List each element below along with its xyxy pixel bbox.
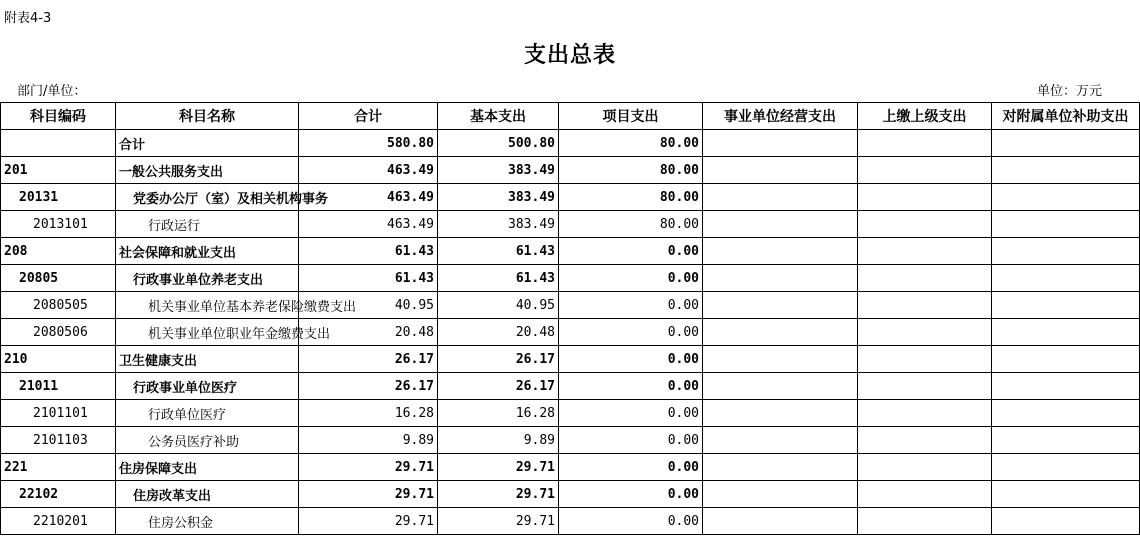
header-total: 合计 [299, 103, 438, 130]
row-remit [858, 292, 992, 319]
header-business-expenditure: 事业单位经营支出 [703, 103, 858, 130]
table-row [1, 508, 1140, 535]
row-project: 0.00 [559, 346, 703, 373]
row-project: 0.00 [559, 319, 703, 346]
row-business [703, 427, 858, 454]
row-name: 行政事业单位医疗 [116, 373, 299, 400]
header-subject-name: 科目名称 [116, 103, 299, 130]
row-code [1, 130, 116, 157]
row-name: 行政运行 [116, 211, 299, 238]
row-basic: 20.48 [438, 319, 559, 346]
row-business [703, 373, 858, 400]
table-row [1, 346, 1140, 373]
row-basic: 16.28 [438, 400, 559, 427]
row-total: 20.48 [299, 319, 438, 346]
row-subsidy [992, 292, 1140, 319]
row-remit [858, 400, 992, 427]
row-business [703, 508, 858, 535]
row-total: 463.49 [299, 211, 438, 238]
header-project-expenditure: 项目支出 [559, 103, 703, 130]
row-code: 2080505 [1, 292, 116, 319]
row-business [703, 319, 858, 346]
table-row [1, 292, 1140, 319]
row-basic: 29.71 [438, 454, 559, 481]
row-subsidy [992, 373, 1140, 400]
row-total: 29.71 [299, 508, 438, 535]
table-row [1, 373, 1140, 400]
table-header-row [1, 103, 1140, 130]
row-name: 一般公共服务支出 [116, 157, 299, 184]
row-total: 61.43 [299, 265, 438, 292]
row-code: 20131 [1, 184, 116, 211]
expenditure-table [0, 102, 1140, 535]
row-business [703, 130, 858, 157]
row-name: 住房保障支出 [116, 454, 299, 481]
row-code: 2013101 [1, 211, 116, 238]
row-total: 463.49 [299, 184, 438, 211]
table-row [1, 184, 1140, 211]
table-row [1, 211, 1140, 238]
row-name: 公务员医疗补助 [116, 427, 299, 454]
row-project: 0.00 [559, 373, 703, 400]
row-basic: 26.17 [438, 373, 559, 400]
row-subsidy [992, 184, 1140, 211]
row-total: 29.71 [299, 481, 438, 508]
annex-label: 附表4-3 [4, 11, 52, 26]
row-project: 80.00 [559, 184, 703, 211]
row-project: 80.00 [559, 157, 703, 184]
row-project: 0.00 [559, 265, 703, 292]
row-total: 580.80 [299, 130, 438, 157]
row-total: 9.89 [299, 427, 438, 454]
row-project: 0.00 [559, 481, 703, 508]
table-row [1, 454, 1140, 481]
row-name: 党委办公厅（室）及相关机构事务 [116, 184, 299, 211]
row-basic: 9.89 [438, 427, 559, 454]
row-remit [858, 319, 992, 346]
row-subsidy [992, 157, 1140, 184]
row-basic: 29.71 [438, 508, 559, 535]
row-remit [858, 454, 992, 481]
row-name: 机关事业单位职业年金缴费支出 [116, 319, 299, 346]
row-code: 20805 [1, 265, 116, 292]
department-label: 部门/单位： [17, 84, 87, 99]
page-title: 支出总表 [523, 43, 616, 68]
row-basic: 500.80 [438, 130, 559, 157]
row-project: 0.00 [559, 292, 703, 319]
row-business [703, 454, 858, 481]
row-basic: 383.49 [438, 157, 559, 184]
row-project: 0.00 [559, 427, 703, 454]
row-basic: 61.43 [438, 265, 559, 292]
row-name: 机关事业单位基本养老保险缴费支出 [116, 292, 299, 319]
header-remit-superior: 上缴上级支出 [858, 103, 992, 130]
row-project: 80.00 [559, 211, 703, 238]
row-remit [858, 427, 992, 454]
row-subsidy [992, 454, 1140, 481]
row-name: 住房公积金 [116, 508, 299, 535]
row-remit [858, 184, 992, 211]
row-remit [858, 157, 992, 184]
header-basic-expenditure: 基本支出 [438, 103, 559, 130]
row-basic: 29.71 [438, 481, 559, 508]
row-business [703, 292, 858, 319]
table-row [1, 481, 1140, 508]
row-code: 210 [1, 346, 116, 373]
row-project: 80.00 [559, 130, 703, 157]
row-total: 463.49 [299, 157, 438, 184]
row-total: 29.71 [299, 454, 438, 481]
header-subject-code: 科目编码 [1, 103, 116, 130]
row-subsidy [992, 211, 1140, 238]
row-basic: 383.49 [438, 211, 559, 238]
row-total: 61.43 [299, 238, 438, 265]
table-row [1, 238, 1140, 265]
table-row [1, 157, 1140, 184]
row-basic: 383.49 [438, 184, 559, 211]
row-remit [858, 481, 992, 508]
unit-label: 单位：万元 [1036, 84, 1102, 99]
row-code: 2101103 [1, 427, 116, 454]
row-code: 201 [1, 157, 116, 184]
row-remit [858, 373, 992, 400]
row-code: 21011 [1, 373, 116, 400]
row-total: 16.28 [299, 400, 438, 427]
row-subsidy [992, 481, 1140, 508]
row-subsidy [992, 130, 1140, 157]
row-code: 2210201 [1, 508, 116, 535]
row-name: 行政事业单位养老支出 [116, 265, 299, 292]
row-project: 0.00 [559, 508, 703, 535]
row-basic: 26.17 [438, 346, 559, 373]
row-business [703, 400, 858, 427]
row-code: 208 [1, 238, 116, 265]
row-subsidy [992, 319, 1140, 346]
header-subsidiary-subsidy: 对附属单位补助支出 [992, 103, 1140, 130]
row-business [703, 265, 858, 292]
table-row [1, 319, 1140, 346]
row-name: 社会保障和就业支出 [116, 238, 299, 265]
row-subsidy [992, 400, 1140, 427]
row-name: 卫生健康支出 [116, 346, 299, 373]
row-total: 26.17 [299, 346, 438, 373]
row-remit [858, 130, 992, 157]
row-business [703, 211, 858, 238]
row-project: 0.00 [559, 454, 703, 481]
row-remit [858, 265, 992, 292]
row-business [703, 346, 858, 373]
row-name: 住房改革支出 [116, 481, 299, 508]
row-business [703, 481, 858, 508]
row-subsidy [992, 238, 1140, 265]
row-remit [858, 508, 992, 535]
row-project: 0.00 [559, 400, 703, 427]
table-row [1, 265, 1140, 292]
row-code: 221 [1, 454, 116, 481]
row-code: 22102 [1, 481, 116, 508]
row-business [703, 184, 858, 211]
row-business [703, 157, 858, 184]
row-basic: 40.95 [438, 292, 559, 319]
table-row [1, 130, 1140, 157]
row-subsidy [992, 508, 1140, 535]
row-code: 2101101 [1, 400, 116, 427]
table-row [1, 427, 1140, 454]
row-subsidy [992, 265, 1140, 292]
row-subsidy [992, 427, 1140, 454]
row-total: 26.17 [299, 373, 438, 400]
row-remit [858, 238, 992, 265]
table-row [1, 400, 1140, 427]
row-total: 40.95 [299, 292, 438, 319]
row-project: 0.00 [559, 238, 703, 265]
row-name: 合计 [116, 130, 299, 157]
row-code: 2080506 [1, 319, 116, 346]
row-remit [858, 346, 992, 373]
row-basic: 61.43 [438, 238, 559, 265]
row-business [703, 238, 858, 265]
row-remit [858, 211, 992, 238]
row-name: 行政单位医疗 [116, 400, 299, 427]
row-subsidy [992, 346, 1140, 373]
